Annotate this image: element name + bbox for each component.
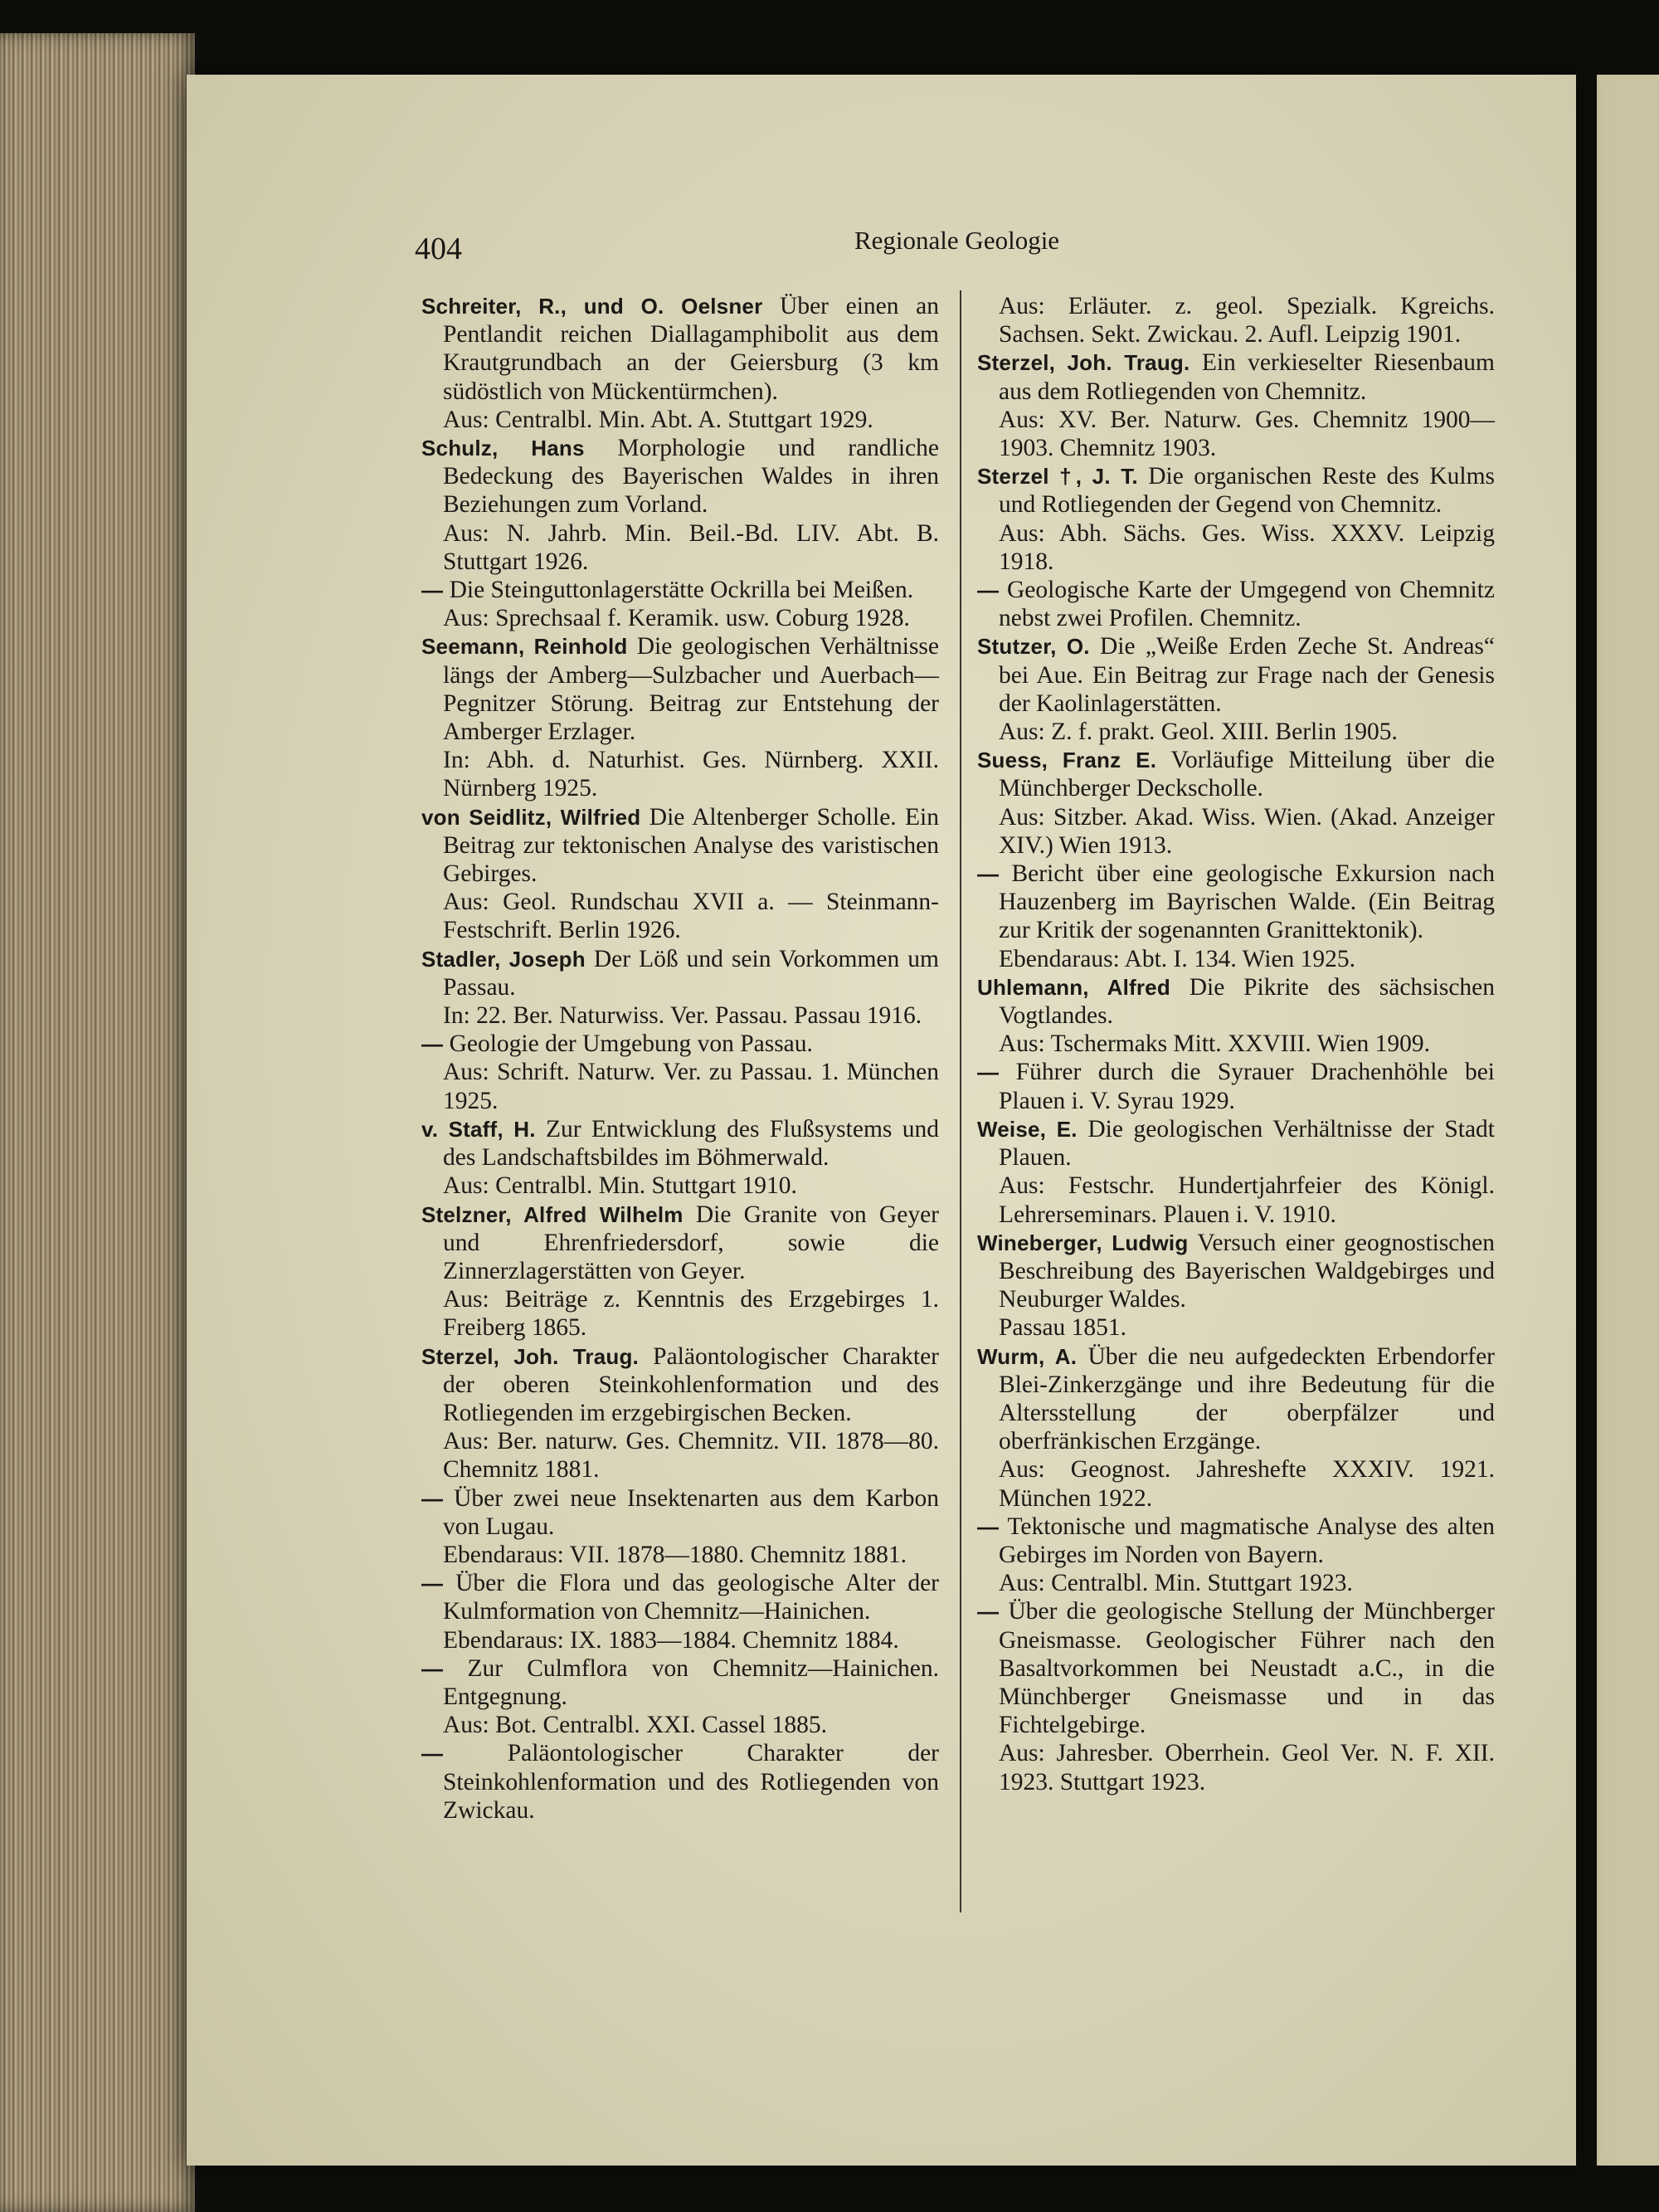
book-page-edges xyxy=(0,33,195,2212)
bibliography-entry xyxy=(421,632,939,746)
entry-source: Ebendaraus: VII. 1878—1880. Chemnitz 1881. xyxy=(443,1541,907,1568)
entry-title: Paläontologischer Charakter der Steinkohlenformation und des Rotliegenden von Zwickau. xyxy=(443,1740,939,1824)
facing-page-edge xyxy=(1597,75,1659,2166)
entry-author: Sterzel, Joh. Traug. xyxy=(977,350,1190,376)
page-number: 404 xyxy=(415,231,462,266)
entry-author: Wurm, A. xyxy=(977,1343,1078,1369)
entry-author: — xyxy=(421,577,444,603)
bibliography-entry xyxy=(977,1597,1495,1739)
bibliography-entry xyxy=(977,973,1495,1030)
bibliography-entry xyxy=(977,632,1495,718)
bibliography-entry xyxy=(977,1342,1495,1456)
entry-source: In: Abh. d. Naturhist. Ges. Nürnberg. XXII. Nürnberg 1925. xyxy=(443,747,939,802)
entry-source: Aus: Festschr. Hundertjahrfeier des Königl. Lehrerseminars. Plauen i. V. 1910. xyxy=(999,1172,1495,1228)
entry-source: Aus: Erläuter. z. geol. Spezialk. Kgreichs. Sachsen. Sekt. Zwickau. 2. Aufl. Leipzig 1901. xyxy=(999,293,1495,348)
bibliography-entry xyxy=(421,1654,939,1711)
entry-author: von Seidlitz, Wilfried xyxy=(421,804,641,830)
entry-author: — xyxy=(421,1741,444,1766)
entry-source: Aus: XV. Ber. Naturw. Ges. Chemnitz 1900—1903. Chemnitz 1903. xyxy=(999,406,1495,462)
entry-title: Die Altenberger Scholle. Ein Beitrag zur tektonischen Analyse des varistischen Gebirges. xyxy=(443,803,939,888)
bibliography-entry xyxy=(421,1115,939,1172)
bibliography-entry xyxy=(421,576,939,604)
entry-title: Der Löß und sein Vorkommen um Passau. xyxy=(443,945,940,1001)
entry-author: — xyxy=(977,577,1000,603)
entry-title: Die geologischen Verhältnisse längs der Amberg—Sulzbacher und Auerbach—Pegnitzer Störung. Beitrag zur Entstehung der Amberger Erzlager. xyxy=(443,633,940,746)
entry-title: Die geologischen Verhältnisse der Stadt Plauen. xyxy=(999,1115,1495,1172)
entry-title: Tektonische und magmatische Analyse des alten Gebirges im Norden von Bayern. xyxy=(999,1513,1496,1568)
entry-author: — xyxy=(977,1599,1000,1625)
entry-author: — xyxy=(977,1060,1000,1085)
entry-author: Stadler, Joseph xyxy=(421,946,586,972)
entry-source: Aus: Geognost. Jahreshefte XXXIV. 1921. München 1922. xyxy=(999,1456,1495,1512)
entry-source: Aus: Centralbl. Min. Abt. A. Stuttgart 1929. xyxy=(443,406,873,433)
entry-source: Ebendaraus: IX. 1883—1884. Chemnitz 1884. xyxy=(443,1626,899,1654)
entry-source: Aus: Geol. Rundschau XVII a. — Steinmann-Festschrift. Berlin 1926. xyxy=(443,889,939,944)
entry-title: Zur Entwicklung des Flußsystems und des Landschaftsbildes im Böhmerwald. xyxy=(443,1115,940,1172)
entry-title: Führer durch die Syrauer Drachenhöhle bei Plauen i. V. Syrau 1929. xyxy=(999,1059,1495,1114)
entry-author: — xyxy=(421,1485,444,1511)
entry-title: Vorläufige Mitteilung über die Münchberger Deckscholle. xyxy=(999,747,1496,802)
entry-author: Weise, E. xyxy=(977,1116,1078,1142)
entry-title: Die Steinguttonlagerstätte Ockrilla bei Meißen. xyxy=(449,577,914,604)
entry-source: Aus: Sitzber. Akad. Wiss. Wien. (Akad. Anzeiger XIV.) Wien 1913. xyxy=(999,803,1495,859)
entry-author: Schulz, Hans xyxy=(421,436,585,461)
entry-author: Uhlemann, Alfred xyxy=(977,974,1170,1000)
bibliography-entry xyxy=(421,1739,939,1825)
entry-source: Aus: Bot. Centralbl. XXI. Cassel 1885. xyxy=(443,1712,827,1739)
entry-author: — xyxy=(977,861,1000,887)
entry-source: Aus: Schrift. Naturw. Ver. zu Passau. 1. München 1925. xyxy=(443,1059,939,1114)
bibliography-entry xyxy=(421,1569,939,1625)
entry-source: Aus: Ber. naturw. Ges. Chemnitz. VII. 1878—80. Chemnitz 1881. xyxy=(443,1428,939,1484)
entry-title: Morphologie und randliche Bedeckung des Bayerischen Waldes in ihren Beziehungen zum Vorland. xyxy=(443,435,939,519)
entry-title: Die Granite von Geyer und Ehrenfriedersdorf, sowie die Zinnerzlagerstätten von Geyer. xyxy=(443,1201,939,1284)
bibliography-entry xyxy=(421,945,939,1001)
entry-source: Aus: Sprechsaal f. Keramik. usw. Coburg 1928. xyxy=(443,605,910,632)
entry-source: Ebendaraus: Abt. I. 134. Wien 1925. xyxy=(999,945,1356,972)
entry-source: Aus: N. Jahrb. Min. Beil.-Bd. LIV. Abt. B. Stuttgart 1926. xyxy=(443,519,939,575)
entry-author: Stutzer, O. xyxy=(977,634,1090,660)
entry-title: Versuch einer geognostischen Beschreibung des Bayerischen Waldgebirges und Neuburger Waldes. xyxy=(999,1229,1495,1313)
entry-title: Paläontologischer Charakter der oberen Steinkohlenformation und des Rotliegenden im erzgebirgischen Becken. xyxy=(443,1342,939,1426)
bibliography-entry xyxy=(977,1513,1495,1569)
entry-author: Wineberger, Ludwig xyxy=(977,1230,1189,1255)
bibliography-entry xyxy=(421,1342,939,1428)
bibliography-entry xyxy=(977,462,1495,519)
entry-title: Über die geologische Stellung der Münchberger Gneismasse. Geologischer Führer nach den Basaltvorkommen bei Neustadt a.C., in die Münchberger Gneismasse und in das Fichtelgebirge. xyxy=(999,1598,1495,1739)
entry-title: Über einen an Pentlandit reichen Diallagamphibolit aus dem Krautgrundbach an der Geiersburg (3 km südöstlich von Mückentürmchen). xyxy=(443,293,939,405)
entry-source: Aus: Jahresber. Oberrhein. Geol Ver. N. F. XII. 1923. Stuttgart 1923. xyxy=(999,1740,1495,1795)
bibliography-entry xyxy=(977,860,1495,945)
entry-source: Passau 1851. xyxy=(999,1314,1127,1342)
bibliography-entry xyxy=(977,1229,1495,1314)
entry-source: In: 22. Ber. Naturwiss. Ver. Passau. Passau 1916. xyxy=(443,1002,922,1030)
entry-title: Die „Weiße Erden Zeche St. Andreas“ bei Aue. Ein Beitrag zur Frage nach der Genesis der Kaolinlagerstätten. xyxy=(999,633,1496,717)
entry-title: Geologie der Umgebung von Passau. xyxy=(449,1030,813,1058)
left-column xyxy=(421,292,939,1825)
entry-title: Die Pikrite des sächsischen Vogtlandes. xyxy=(999,973,1496,1030)
entry-title: Über die neu aufgedeckten Erbendorfer Blei-Zinkerzgänge und ihre Bedeutung für die Altersstellung der oberpfälzer und oberfränkischen Erzgänge. xyxy=(999,1342,1496,1455)
entry-author: Schreiter, R., und O. Oelsner xyxy=(421,294,763,319)
entry-source: Aus: Centralbl. Min. Stuttgart 1910. xyxy=(443,1172,797,1200)
entry-author: Sterzel, Joh. Traug. xyxy=(421,1343,639,1369)
running-head: Regionale Geologie xyxy=(854,226,1060,255)
column-divider xyxy=(960,290,961,1912)
entry-source: Aus: Beiträge z. Kenntnis des Erzgebirges 1. Freiberg 1865. xyxy=(443,1286,939,1342)
entry-title: Über die Flora und das geologische Alter der Kulmformation von Chemnitz—Hainichen. xyxy=(443,1570,939,1625)
entry-author: v. Staff, H. xyxy=(421,1116,536,1142)
bibliography-entry xyxy=(421,1201,939,1286)
entry-source: Aus: Z. f. prakt. Geol. XIII. Berlin 1905. xyxy=(999,719,1398,746)
entry-author: Stelzner, Alfred Wilhelm xyxy=(421,1201,684,1227)
entry-title: Zur Culmflora von Chemnitz—Hainichen. Entgegnung. xyxy=(443,1654,940,1710)
bibliography-entry xyxy=(421,434,939,519)
entry-author: — xyxy=(421,1571,444,1596)
bibliography-entry xyxy=(977,746,1495,802)
right-column xyxy=(977,292,1495,1796)
entry-title: Über zwei neue Insektenarten aus dem Karbon von Lugau. xyxy=(443,1484,940,1540)
bibliography-entry xyxy=(421,292,939,406)
entry-source: Aus: Abh. Sächs. Ges. Wiss. XXXV. Leipzig 1918. xyxy=(999,519,1495,575)
entry-author: Seemann, Reinhold xyxy=(421,634,628,660)
entry-title: Bericht über eine geologische Exkursion nach Hauzenberg im Bayrischen Walde. (Ein Beitrag zur Kritik der sogenannten Granittektonik). xyxy=(999,860,1495,944)
bibliography-entry xyxy=(977,1058,1495,1114)
entry-title: Ein verkieselter Riesenbaum aus dem Rotliegenden von Chemnitz. xyxy=(999,349,1495,405)
entry-source: Aus: Tschermaks Mitt. XXVIII. Wien 1909. xyxy=(999,1030,1431,1058)
entry-author: Suess, Franz E. xyxy=(977,748,1157,773)
bibliography-entry xyxy=(977,576,1495,632)
entry-author: — xyxy=(977,1513,1000,1539)
bibliography-entry xyxy=(421,1484,939,1541)
entry-author: — xyxy=(421,1031,444,1057)
bibliography-entry xyxy=(421,1030,939,1058)
entry-source: Aus: Centralbl. Min. Stuttgart 1923. xyxy=(999,1570,1353,1597)
entry-author: Sterzel †, J. T. xyxy=(977,464,1138,490)
bibliography-entry xyxy=(977,348,1495,405)
bibliography-entry xyxy=(421,803,939,889)
entry-author: — xyxy=(421,1655,444,1681)
entry-title: Die organischen Reste des Kulms und Rotliegenden der Gegend von Chemnitz. xyxy=(999,463,1495,519)
bibliography-entry xyxy=(977,1115,1495,1172)
entry-title: Geologische Karte der Umgegend von Chemnitz nebst zwei Profilen. Chemnitz. xyxy=(999,577,1495,632)
